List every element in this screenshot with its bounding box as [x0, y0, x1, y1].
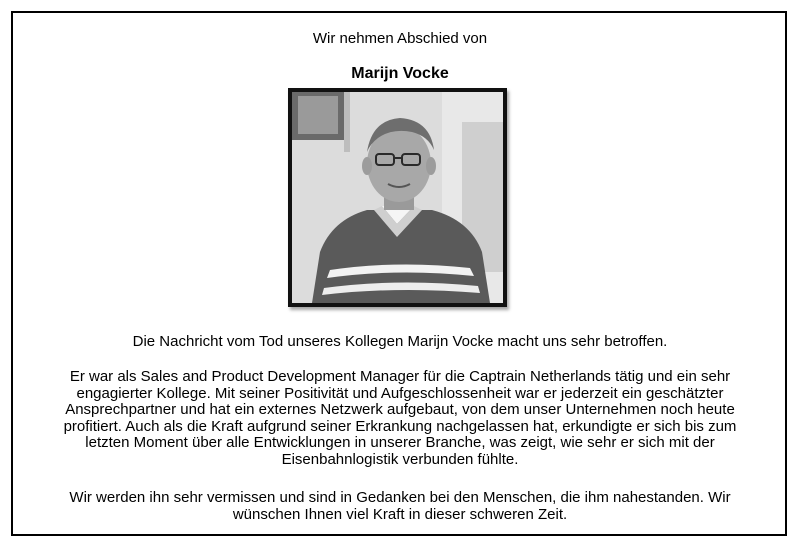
deceased-name: Marijn Vocke: [351, 65, 449, 82]
portrait-photo: [288, 88, 507, 307]
paragraph-announcement: Die Nachricht vom Tod unseres Kollegen Marijn Vocke macht uns sehr betroffen.: [132, 333, 668, 350]
intro-text: Wir nehmen Abschied von: [312, 30, 488, 47]
paragraph-condolence: Wir werden ihn sehr vermissen und sind in Gedanken bei den Menschen, die ihm nahestanden. Wir wünschen Ihnen viel Kraft in dieser schweren Zeit.: [69, 489, 731, 523]
paragraph-tribute: Er war als Sales and Product Development Manager für die Captrain Netherlands tätig und ein sehr engagierter Kollege. Mit seiner Positivität und Aufgeschlossenheit war er jederzeit ein geschätzter Ansprechpartner und hat ein externes Netzwerk aufgebaut, von dem unser Unternehmen noch heute profitiert. Auch als die Kraft aufgrund seiner Erkrankung nachgelassen hat, erkundigte er sich bis zum letzten Moment über alle Entwicklungen in unserer Branche, was zeigt, wie sehr er sich mit der Eisenbahnlogistik verbunden fühlte.: [63, 368, 737, 468]
